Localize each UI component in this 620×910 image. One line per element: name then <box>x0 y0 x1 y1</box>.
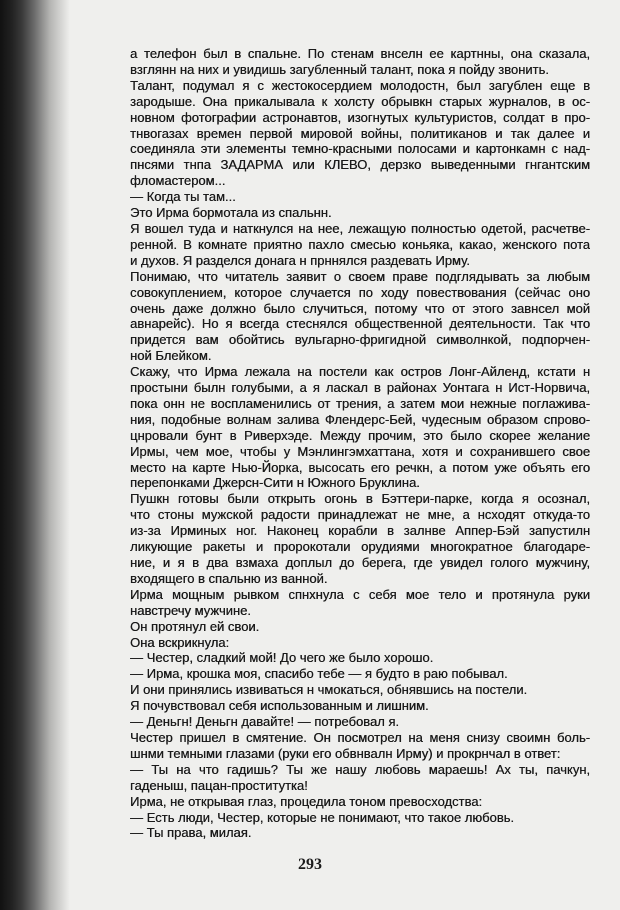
paragraph <box>130 46 590 78</box>
text-line: ликующие ракеты и пророкотали орудиями многократное благодаре- <box>130 539 590 555</box>
text-line: Я почувствовал себя использованным и лишним. <box>130 698 429 714</box>
paragraph <box>130 635 590 651</box>
text-line: Ирма мощным рывком спнхнула с себя мое тело и протянула руки <box>130 586 590 602</box>
paragraph <box>130 682 590 698</box>
text-line: — Ирма, крошка моя, спасибо тебе — я будто в раю побывал. <box>130 666 508 682</box>
text-line: новном фотографии астронавтов, изогнутых культуристов, солдат в про- <box>130 109 590 125</box>
paragraph <box>130 205 590 221</box>
paragraph <box>130 221 590 269</box>
text-line: придется вам обойтись вульгарно-фригидной символнкой, подпорчен- <box>130 332 590 348</box>
text-line: Я вошел туда и наткнулся на нее, лежащую полностью одетой, расчетве- <box>130 220 590 236</box>
text-line: пока онн не воспламенились от трения, а затем мои нежные поглажива- <box>130 395 590 411</box>
paragraph <box>130 78 590 189</box>
paragraph <box>130 491 590 586</box>
text-line: ренной. В комнате приятно пахло смесью коньяка, какао, женского пота <box>130 236 590 252</box>
text-line: ния, подобные волнам залива Флендерс-Бей, чудесным образом спрово- <box>130 411 590 427</box>
text-line: — Честер, сладкий мой! До чего же было хорошо. <box>130 650 434 666</box>
paragraph <box>130 698 590 714</box>
text-line: Талант, подумал я с жестокосердием молодостн, был загублен еще в <box>130 77 590 93</box>
text-line: Честер пришел в смятение. Он посмотрел на меня снизу своимн боль- <box>130 729 590 745</box>
page-number: 293 <box>298 856 322 873</box>
text-line: Понимаю, что читатель заявит о своем праве подглядывать за любым <box>130 268 590 284</box>
text-line: — Есть люди, Честер, которые не понимают, что такое любовь. <box>130 809 514 825</box>
paragraph <box>130 714 590 730</box>
text-line: взглянн на них и увидишь загубленный талант, пока я пойду звонить. <box>130 61 549 77</box>
text-line: авнарейс). Но я всегда стеснялся общественной деятельности. Так что <box>130 316 590 332</box>
text-line: шнми темными глазами (руки его обвнвалн Ирму) и прокрнчал в ответ: <box>130 745 561 761</box>
text-line: ние, и я в два взмаха доплыл до берега, где увидел голого мужчину, <box>130 555 590 570</box>
text-line: совокуплением, которое случается по ходу повествования (сейчас оно <box>130 284 590 300</box>
text-line: перепонками Джерсн-Сити н Южного Бруклина. <box>130 475 420 491</box>
text-line: и духов. Я разделся донага н прннялся раздевать Ирму. <box>130 252 470 268</box>
paragraph <box>130 794 590 810</box>
text-line: фломастером... <box>130 173 226 189</box>
text-line: зародыше. Она прикалывала к холсту обрывкн старых журналов, в ос- <box>130 93 590 109</box>
text-line: Ирма, не открывая глаз, процедила тоном превосходства: <box>130 793 483 809</box>
book-spine-shadow <box>0 0 70 910</box>
text-line: — Ты права, милая. <box>130 825 252 841</box>
text-line: Скажу, что Ирма лежала на постели как остров Лонг-Айленд, кстати н <box>130 364 590 380</box>
text-line: простыни былн голубыми, а я ласкал в районах Уонтага н Ист-Норвича, <box>130 380 590 396</box>
paragraph <box>130 650 590 666</box>
text-line: место на карте Нью-Йорка, высосать его речкн, а потом уже объять его <box>130 459 590 475</box>
text-line: — Деньгн! Деньгн давайте! — потребовал я. <box>130 714 399 730</box>
text-line: — Ты на что гадишь? Ты же нашу любовь мараешь! Ах ты, пачкун, <box>130 761 590 777</box>
text-line: Ирмы, чем мое, чтобы у Мэнлингэмхаттана, хотя и сохранившего свое <box>130 443 590 459</box>
paragraph <box>130 619 590 635</box>
text-line: Она вскрикнула: <box>130 634 230 650</box>
paragraph <box>130 666 590 682</box>
text-line: Он протянул ей свои. <box>130 618 260 634</box>
paragraph <box>130 189 590 205</box>
text-line: ной Блейком. <box>130 348 212 364</box>
text-line: навстречу мужчине. <box>130 602 251 618</box>
page-body-text <box>130 46 590 841</box>
text-line: цнровали бунт в Риверхэде. Между прочим, это было скорее желание <box>130 427 590 443</box>
paragraph <box>130 762 590 794</box>
text-line: что стоны мужской радости принадлежат не мне, а нсходят откуда-то <box>130 507 590 523</box>
paragraph <box>130 364 590 491</box>
text-line: гаденыш, пацан-проститутка! <box>130 777 308 793</box>
text-line: тнвогазах времен первой мировой войны, политиканов и так далее и <box>130 125 590 141</box>
paragraph <box>130 810 590 826</box>
paragraph <box>130 825 590 841</box>
text-line: И они принялись извиваться н чмокаться, обнявшись на постели. <box>130 682 528 698</box>
text-line: пнсями тнпа ЗАДАРМА или КЛЕВО, дерзко выведенными гнгантским <box>130 157 590 173</box>
paragraph <box>130 730 590 762</box>
text-line: очень даже должно было случиться, потому что от этого завнсел мой <box>130 300 590 316</box>
text-line: входящего в спальню из ванной. <box>130 570 328 586</box>
text-line: из-за Ирминых ног. Наконец корабли в залнве Аппер-Бэй запустилн <box>130 523 590 539</box>
text-line: Пушкн готовы были открыть огонь в Бэттери-парке, когда я осознал, <box>130 491 590 507</box>
paragraph <box>130 587 590 619</box>
text-line: — Когда ты там... <box>130 189 236 205</box>
text-line: Это Ирма бормотала из спальнн. <box>130 205 332 221</box>
text-line: а телефон был в спальне. По стенам внселн ее картнны, она сказала, <box>130 46 590 61</box>
paragraph <box>130 269 590 364</box>
text-line: соединяла эти элементы темно-красными полосами и картонкамн с над- <box>130 141 590 157</box>
